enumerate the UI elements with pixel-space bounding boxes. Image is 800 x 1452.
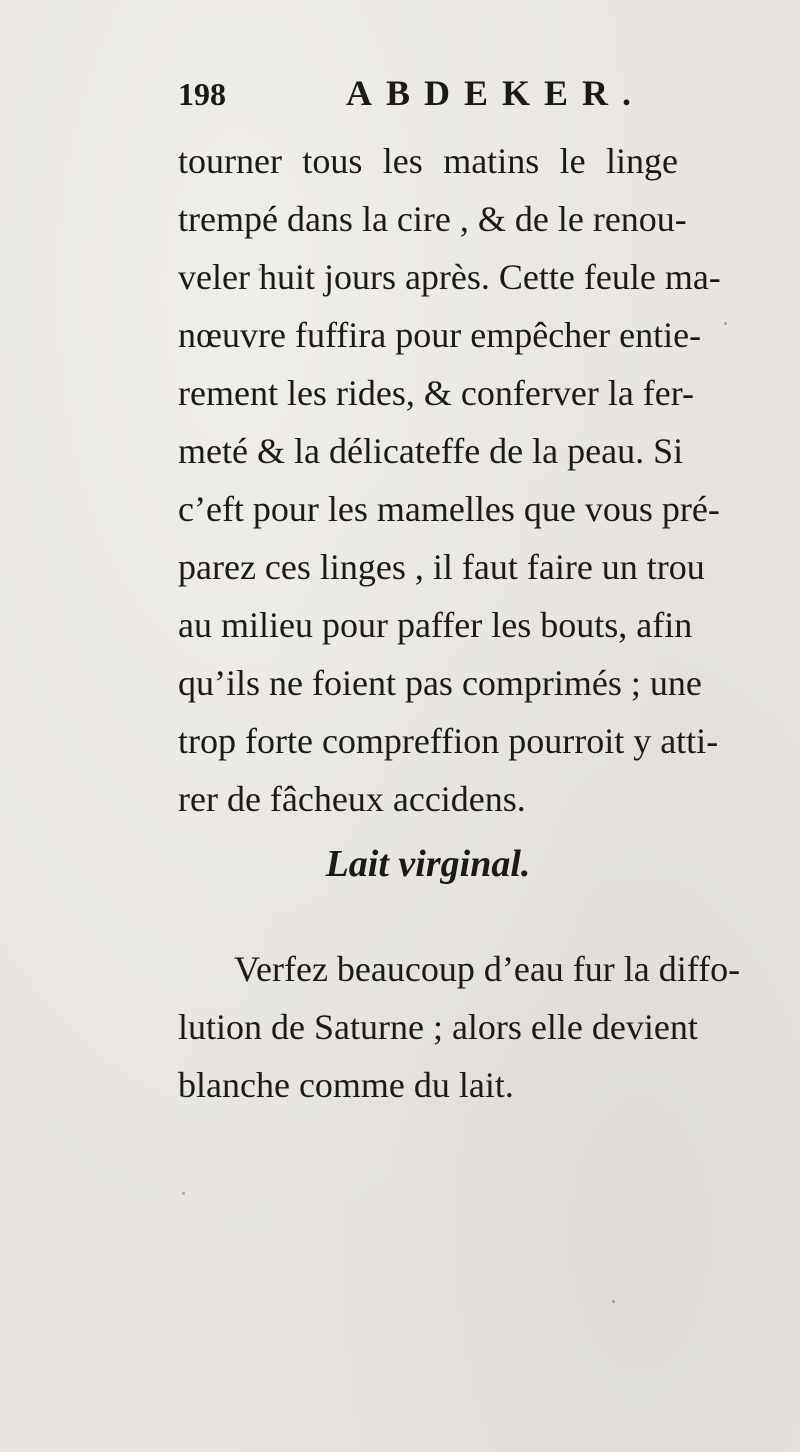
paper-speck	[612, 1300, 615, 1303]
paper-speck	[258, 268, 261, 271]
paper-speck	[182, 1192, 185, 1195]
text-line: blanche comme du lait.	[178, 1065, 514, 1105]
running-head: ABDEKER.	[346, 73, 646, 113]
paragraph-1	[178, 132, 721, 828]
page-number: 198	[178, 76, 226, 112]
text-line: tourner tous les matins le linge	[178, 141, 678, 181]
text-line: parez ces linges , il faut faire un trou	[178, 547, 705, 587]
paper-speck	[724, 322, 727, 325]
text-line: meté & la délicateffe de la peau. Si	[178, 431, 684, 471]
text-line: nœuvre fuffira pour empêcher entie-	[178, 315, 702, 355]
text-line: au milieu pour paffer les bouts, afin	[178, 605, 693, 645]
text-line: c’eft pour les mamelles que vous pré-	[178, 489, 720, 529]
text-line: trop forte compreffion pourroit y atti-	[178, 721, 719, 761]
text-line: rer de fâcheux accidens.	[178, 779, 526, 819]
text-line: lution de Saturne ; alors elle devient	[178, 1007, 698, 1047]
text-line: trempé dans la cire , & de le renou-	[178, 199, 687, 239]
text-line: veler huit jours après. Cette feule ma-	[178, 257, 721, 297]
text-line: rement les rides, & conferver la fer-	[178, 373, 695, 413]
text-line: Verfez beaucoup d’eau fur la diffo-	[234, 949, 741, 989]
paragraph-2	[178, 940, 741, 1114]
section-title: Lait virginal.	[325, 843, 531, 885]
page-header	[178, 72, 698, 122]
text-line: qu’ils ne foient pas comprimés ; une	[178, 663, 702, 703]
